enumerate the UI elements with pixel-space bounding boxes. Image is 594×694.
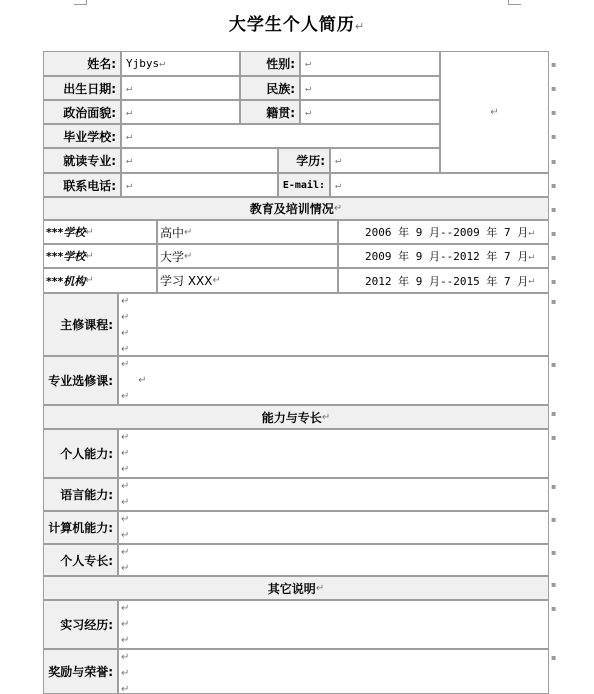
school-label: 毕业学校: [63, 129, 116, 144]
email-label: E-mail: [282, 179, 325, 191]
paragraph-marks: ↵ ↵ ↵ [121, 652, 130, 694]
gender-label-cell [240, 51, 300, 76]
paragraph-mark: ↵ [528, 226, 535, 238]
language-label-cell [43, 478, 118, 511]
name-value: Yjbys [126, 57, 160, 70]
internship-content-cell[interactable] [118, 600, 549, 649]
ethnic-value-cell[interactable] [300, 76, 440, 100]
specialty-label-cell [43, 544, 118, 576]
paragraph-marks: ↵ ↵ ↵ [121, 432, 130, 475]
paragraph-mark: ↵ [305, 82, 312, 94]
other-section-header [43, 576, 549, 600]
paragraph-mark: ↵ [212, 275, 221, 286]
page-corner-mark-left [74, 0, 87, 5]
paragraph-marks: ↵ ↵ ↵ ↵ [121, 296, 130, 355]
origin-value-cell[interactable] [300, 100, 440, 124]
name-label-cell [43, 51, 121, 76]
photo-cell[interactable] [440, 51, 549, 173]
education-stage: 高中 [160, 225, 185, 240]
major-value-cell[interactable] [121, 148, 278, 173]
education-org: ***机构 [46, 274, 86, 288]
education-row-1-stage[interactable] [157, 220, 338, 244]
paragraph-mark: ↵ [159, 58, 166, 69]
politics-value-cell[interactable] [121, 100, 240, 124]
computer-label-cell [43, 511, 118, 544]
education-row-1-period[interactable] [338, 220, 549, 244]
education-row-2-period[interactable] [338, 244, 549, 268]
page-corner-mark-right [508, 0, 521, 5]
personal-ability-label-cell [43, 429, 118, 478]
ethnic-label-cell [240, 76, 300, 100]
education-stage: 大学 [160, 249, 185, 264]
electives-label-cell [43, 356, 118, 405]
origin-label-cell [240, 100, 300, 124]
politics-label-cell [43, 100, 121, 124]
politics-label: 政治面貌: [63, 105, 116, 120]
ethnic-label: 民族: [266, 81, 295, 96]
paragraph-mark: ↵ [126, 106, 133, 118]
paragraph-mark: ↵ [85, 226, 94, 238]
paragraph-mark: ↵ [490, 106, 499, 118]
major-label-cell [43, 148, 121, 173]
internship-label: 实习经历: [60, 618, 113, 632]
phone-label-cell [43, 173, 121, 197]
education-header-text: 教育及培训情况 [249, 202, 334, 216]
specialty-label: 个人专长: [60, 553, 113, 568]
school-value-cell[interactable] [121, 124, 440, 148]
awards-label: 奖励与荣誉: [48, 665, 113, 679]
education-org: ***学校 [46, 250, 86, 263]
paragraph-mark: ↵ [85, 275, 94, 286]
core-courses-label-cell [43, 293, 118, 356]
name-value-cell[interactable] [121, 51, 240, 76]
major-label: 就读专业: [63, 154, 116, 168]
paragraph-mark: ↵ [126, 155, 133, 166]
skills-header-text: 能力与专长 [261, 410, 322, 425]
education-period: 2006 年 9 月--2009 年 7 月 [365, 226, 529, 239]
paragraph-mark: ↵ [184, 250, 193, 262]
degree-label-cell [278, 148, 330, 173]
education-period: 2012 年 9 月--2015 年 7 月 [365, 274, 529, 288]
degree-value-cell[interactable] [330, 148, 440, 173]
education-row-3-period[interactable] [338, 268, 549, 293]
paragraph-mark: ↵ [305, 58, 312, 69]
paragraph-mark: ↵ [85, 250, 94, 262]
language-label: 语言能力: [60, 488, 113, 502]
origin-label: 籍贯: [266, 105, 295, 120]
paragraph-marks: ↵ ↵ ↵ [121, 603, 130, 646]
birth-value-cell[interactable] [121, 76, 240, 100]
paragraph-mark: ↵ [354, 20, 366, 33]
paragraph-mark: ↵ [126, 130, 133, 142]
phone-value-cell[interactable] [121, 173, 278, 197]
awards-label-cell [43, 649, 118, 694]
email-label-cell [278, 173, 330, 197]
education-stage: 学习 XXX [160, 274, 213, 288]
education-row-3-org[interactable] [43, 268, 157, 293]
paragraph-marks: ↵ ↵ [121, 547, 130, 574]
school-label-cell [43, 124, 121, 148]
paragraph-marks: ↵ ↵ [121, 514, 130, 541]
paragraph-mark: ↵ [335, 155, 342, 166]
paragraph-mark: ↵ [305, 106, 312, 118]
awards-content-cell[interactable] [118, 649, 549, 694]
specialty-content-cell[interactable] [118, 544, 549, 576]
gender-value-cell[interactable] [300, 51, 440, 76]
gender-label: 性别: [266, 57, 295, 71]
email-value-cell[interactable] [330, 173, 549, 197]
education-row-2-org[interactable] [43, 244, 157, 268]
personal-ability-content-cell[interactable] [118, 429, 549, 478]
electives-label: 专业选修课: [48, 374, 113, 388]
computer-label: 计算机能力: [48, 521, 113, 535]
name-label: 姓名: [87, 57, 116, 71]
title-text: 大学生个人简历 [228, 15, 355, 35]
paragraph-mark: ↵ [321, 411, 331, 423]
electives-content-cell[interactable] [118, 356, 549, 405]
degree-label: 学历: [296, 154, 325, 168]
row-end-marks: ▪ ▪ ▪ ▪ ▪ ▪ ▪ ▪ ▪ ▪ ▪ ▪ ▪ ▪ ▪ ▪ ▪ ▪ ▪ ▪ [551, 60, 557, 662]
birth-label-cell [43, 76, 121, 100]
birth-label: 出生日期: [63, 81, 116, 96]
paragraph-marks: ↵ ↵ [121, 481, 130, 508]
paragraph-mark: ↵ [333, 203, 343, 214]
internship-label-cell [43, 600, 118, 649]
paragraph-mark: ↵ [126, 179, 133, 191]
skills-section-header [43, 405, 549, 429]
paragraph-mark: ↵ [335, 179, 342, 191]
page-title [0, 10, 594, 35]
paragraph-mark: ↵ [315, 582, 325, 594]
computer-content-cell[interactable] [118, 511, 549, 544]
education-org: ***学校 [46, 226, 86, 239]
education-row-2-stage[interactable] [157, 244, 338, 268]
paragraph-mark: ↵ [528, 250, 535, 262]
language-content-cell[interactable] [118, 478, 549, 511]
paragraph-mark: ↵ [528, 275, 535, 286]
phone-label: 联系电话: [63, 178, 116, 193]
personal-ability-label: 个人能力: [60, 447, 113, 461]
education-section-header [43, 197, 549, 220]
core-courses-content-cell[interactable] [118, 293, 549, 356]
paragraph-mark: ↵ [126, 82, 133, 94]
other-header-text: 其它说明 [267, 581, 316, 596]
education-row-3-stage[interactable] [157, 268, 338, 293]
core-courses-label: 主修课程: [60, 318, 113, 332]
paragraph-marks: ↵ ↵ ↵ [121, 359, 147, 402]
paragraph-mark: ↵ [184, 226, 193, 238]
education-period: 2009 年 9 月--2012 年 7 月 [365, 250, 529, 263]
education-row-1-org[interactable] [43, 220, 157, 244]
